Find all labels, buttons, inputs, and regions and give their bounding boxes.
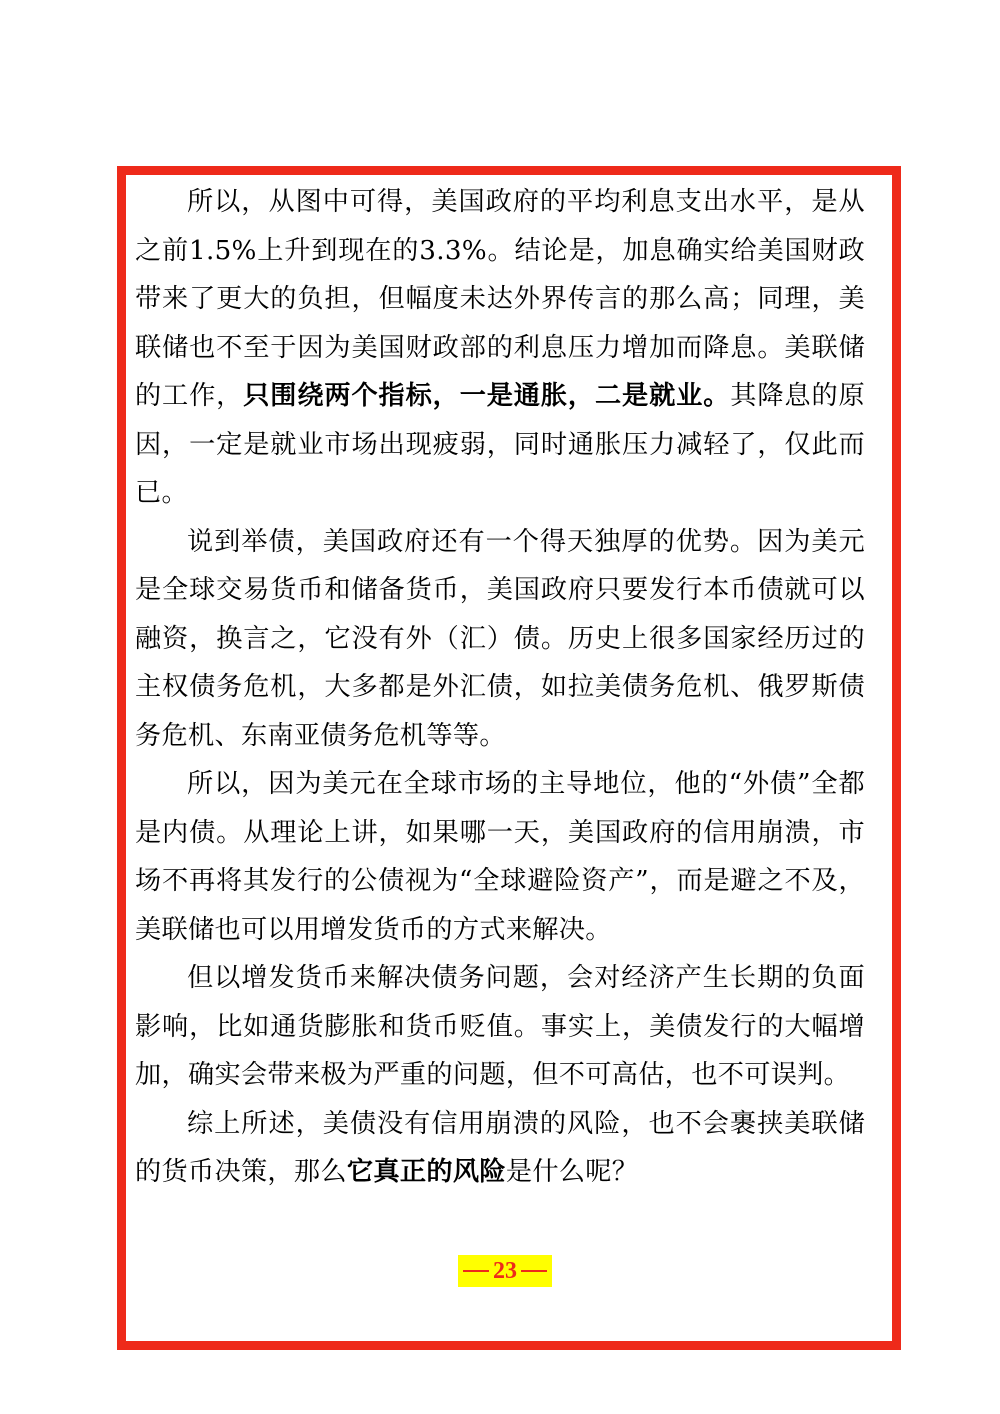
paragraph-5-bold-emphasis: 它真正的风险 [346,1156,506,1187]
paragraph-3 [135,760,865,954]
page-number-value: 23 [493,1257,517,1284]
article-body [135,178,865,1197]
paragraph-1-text-b: 其降息的原因，一定是就业市场出现疲弱，同时通胀压力减轻了，仅此而已。 [135,381,865,508]
paragraph-4 [135,954,865,1100]
page-number-badge [458,1255,552,1287]
paragraph-1-bold-emphasis: 只围绕两个指标，一是通胀，二是就业。 [243,380,731,411]
paragraph-5-text-b: 是什么呢？ [505,1157,639,1187]
page-number-dash-left [463,1270,489,1272]
paragraph-5 [135,1100,865,1197]
paragraph-3-text: 所以，因为美元在全球市场的主导地位，他的“外债”全都是内债。从理论上讲，如果哪一天，美国政府的信用崩溃，市场不再将其发行的公债视为“全球避险资产”，而是避之不及，美联储也可以用增发货币的方式来解决。 [135,769,865,945]
paragraph-2-text: 说到举债，美国政府还有一个得天独厚的优势。因为美元是全球交易货币和储备货币，美国政府只要发行本币债就可以融资，换言之，它没有外（汇）债。历史上很多国家经历过的主权债务危机，大多都是外汇债，如拉美债务危机、俄罗斯债务危机、东南亚债务危机等等。 [135,526,865,751]
paragraph-1 [135,178,865,518]
paragraph-2 [135,518,865,761]
paragraph-5-text-a: 综上所述，美债没有信用崩溃的风险，也不会裹挟美联储的货币决策，那么 [135,1108,865,1187]
paragraph-4-text: 但以增发货币来解决债务问题，会对经济产生长期的负面影响，比如通货膨胀和货币贬值。事实上，美债发行的大幅增加，确实会带来极为严重的问题，但不可高估，也不可误判。 [135,963,865,1090]
page-number-dash-right [521,1270,547,1272]
paragraph-1-text-a: 所以，从图中可得，美国政府的平均利息支出水平，是从之前1.5%上升到现在的3.3%。结论是，加息确实给美国财政带来了更大的负担，但幅度未达外界传言的那么高；同理，美联储也不至于因为美国财政部的利息压力增加而降息。美联储的工作， [135,187,865,411]
